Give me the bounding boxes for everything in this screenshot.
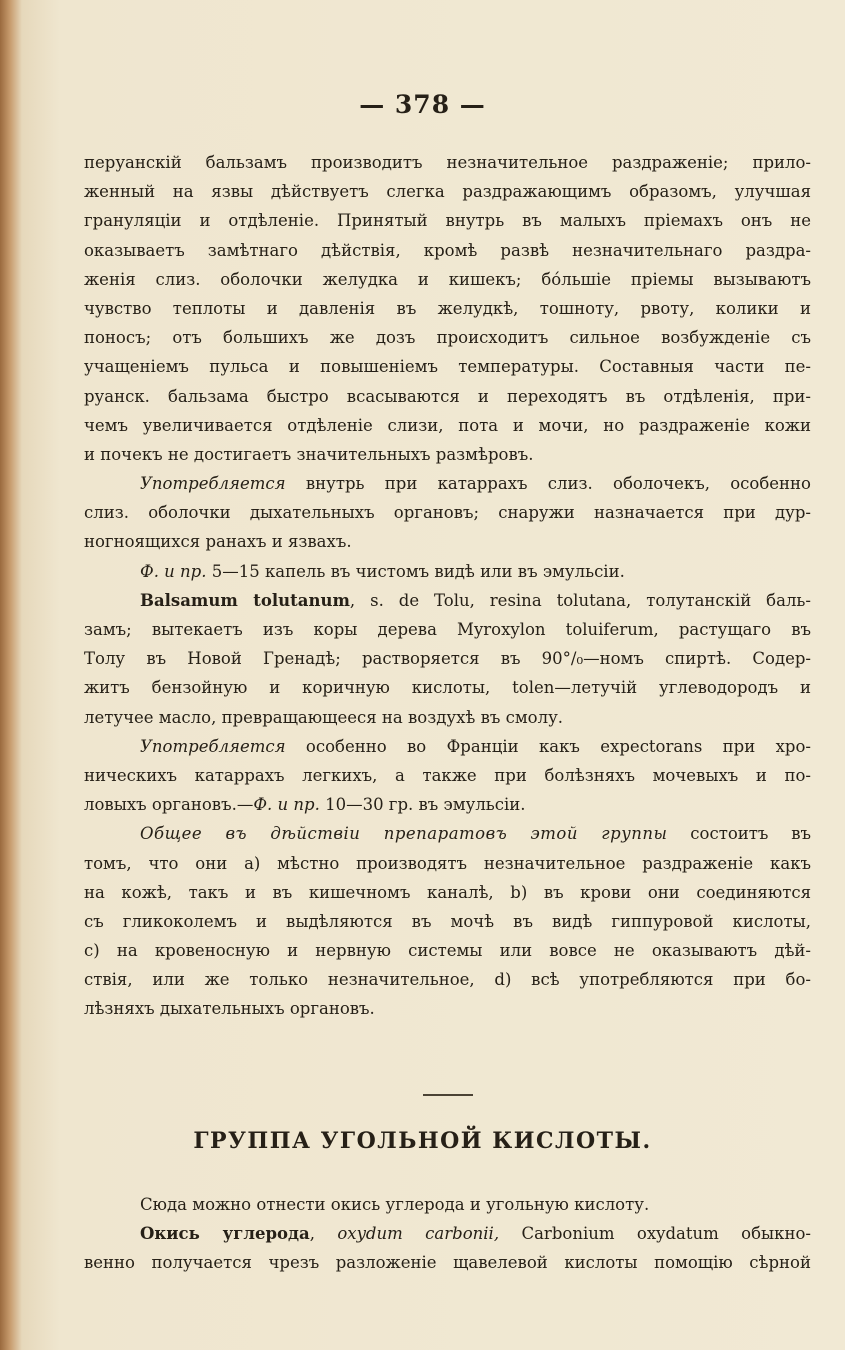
text-line <box>84 469 811 498</box>
text-line <box>84 732 811 761</box>
text-span: состоитъ въ <box>667 824 811 844</box>
text-line: летучее масло, превращающееся на воздухѣ въ смолу. <box>84 707 564 727</box>
bold-term: Окись углерода <box>140 1224 310 1244</box>
text-span: 5—15 капель въ чистомъ видѣ или въ эмульсіи. <box>206 561 625 581</box>
text-line: учащеніемъ пульса и повышеніемъ температуры. Составныя части пе- <box>84 357 811 377</box>
text-span: 10—30 гр. въ эмульсіи. <box>319 795 526 815</box>
text-line <box>84 1219 811 1248</box>
section-divider <box>423 1094 473 1096</box>
text-line: c) на кровеносную и нервную системы или вовсе не оказываютъ дѣй- <box>84 941 811 961</box>
text-line: женный на язвы дѣйствуетъ слегка раздражающимъ образомъ, улучшая <box>84 182 811 202</box>
text-line: грануляціи и отдѣленіе. Принятый внутрь въ малыхъ пріемахъ онъ не <box>84 211 811 231</box>
body-text <box>84 148 811 1024</box>
text-line: томъ, что они a) мѣстно производятъ незначительное раздраженіе какъ <box>84 853 811 873</box>
text-line: слиз. оболочки дыхательныхъ органовъ; снаружи назначается при дур- <box>84 503 811 523</box>
text-line: перуанскій бальзамъ производитъ незначительное раздраженіе; прило- <box>84 153 811 172</box>
italic-term: Употребляется <box>140 474 286 494</box>
bold-term: Balsamum tolutanum <box>140 590 350 610</box>
text-line: замъ; вытекаетъ изъ коры дерева Myroxylon toluiferum, растущаго въ <box>84 620 811 639</box>
text-line: ствія, или же только незначительное, d) всѣ употребляются при бо- <box>84 970 811 990</box>
text-line: лѣзняхъ дыхательныхъ органовъ. <box>84 999 375 1019</box>
text-span <box>499 1224 521 1243</box>
section-text <box>84 1190 811 1278</box>
text-line <box>84 586 811 615</box>
text-line: ническихъ катаррахъ легкихъ, а также при болѣзняхъ мочевыхъ и по- <box>84 765 811 785</box>
text-line: чемъ увеличивается отдѣленіе слизи, пота и мочи, но раздраженіе кожи <box>84 415 811 435</box>
text-line: оказываетъ замѣтнаго дѣйствія, кромѣ развѣ незначительнаго раздра- <box>84 240 811 260</box>
italic-term: Ф. и пр. <box>253 795 320 815</box>
text-span: , s. de Tolu, resina tolutana, толутанскій баль- <box>349 590 811 610</box>
text-span: Carbonium oxydatum обыкно- <box>521 1224 811 1244</box>
text-line: Толу въ Новой Гренадѣ; растворяется въ 90°/₀—номъ спиртѣ. Содер- <box>84 649 811 669</box>
italic-term: Ф. и пр. <box>140 561 207 581</box>
text-line: женія слиз. оболочки желудка и кишекъ; бо́льшіе пріемы вызываютъ <box>84 269 811 289</box>
text-span: , <box>309 1224 338 1244</box>
italic-term: oxydum carbonii, <box>337 1224 500 1244</box>
italic-term: Общее въ дѣйствіи препаратовъ этой группы <box>140 824 668 844</box>
text-line: и почекъ не достигаетъ значительныхъ размѣровъ. <box>84 444 534 464</box>
text-line: Сюда можно отнести окись углерода и угольную кислоту. <box>140 1195 650 1214</box>
text-line: поносъ; отъ большихъ же дозъ происходитъ сильное возбужденіе съ <box>84 328 811 348</box>
text-line: житъ бензойную и коричную кислоты, tolen—летучій углеводородъ и <box>84 678 811 698</box>
text-line: чувство теплоты и давленія въ желудкѣ, тошноту, рвоту, колики и <box>84 298 811 318</box>
text-line <box>84 790 811 819</box>
page-number: — 378 — <box>359 90 486 119</box>
text-line <box>84 557 811 586</box>
text-span: внутрь при катаррахъ слиз. оболочекъ, особенно <box>285 474 811 494</box>
text-line: ногноящихся ранахъ и язвахъ. <box>84 532 352 552</box>
text-line: венно получается чрезъ разложеніе щавелевой кислоты помощію сѣрной <box>84 1253 811 1273</box>
text-line: на кожѣ, такъ и въ кишечномъ каналѣ, b) въ крови они соединяются <box>84 882 811 902</box>
italic-term: Употребляется <box>140 736 286 756</box>
text-span: особенно во Франціи какъ expectorans при хро- <box>285 736 811 756</box>
text-line <box>84 819 811 848</box>
section-heading: ГРУППА УГОЛЬНОЙ КИСЛОТЫ. <box>193 1128 652 1154</box>
text-line: съ гликоколемъ и выдѣляются въ мочѣ въ видѣ гиппуровой кислоты, <box>84 911 811 931</box>
text-line: руанск. бальзама быстро всасываются и переходятъ въ отдѣленія, при- <box>84 386 811 406</box>
text-span: ловыхъ органовъ.— <box>84 795 254 815</box>
